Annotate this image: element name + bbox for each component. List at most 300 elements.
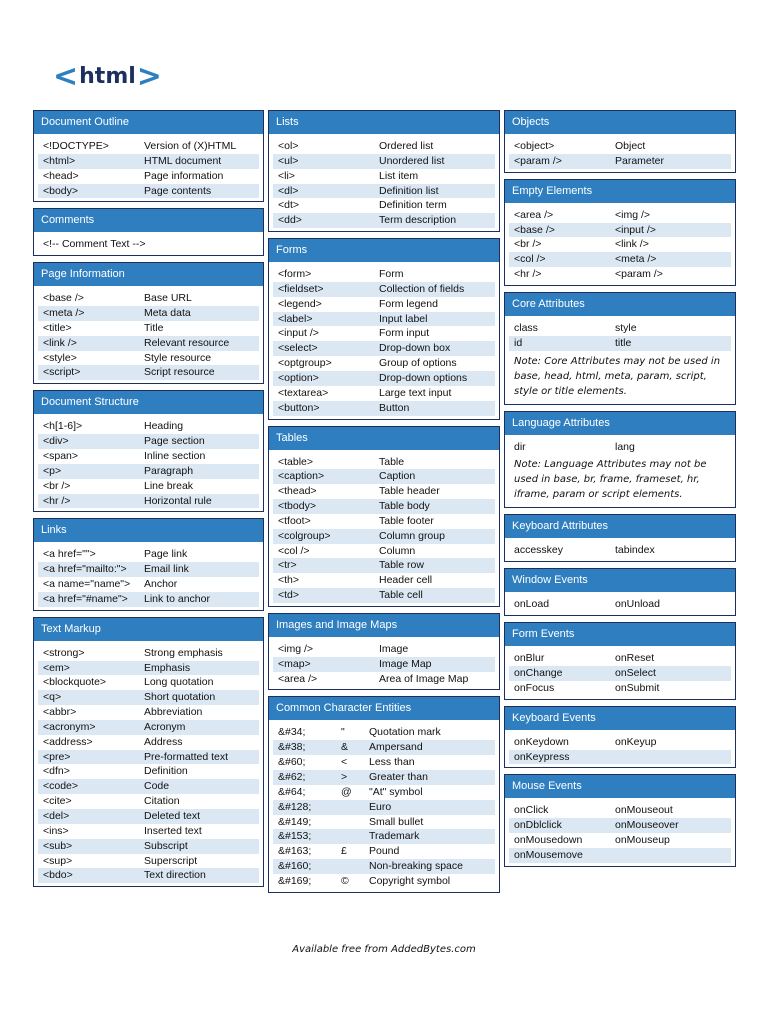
reference-description: Form legend [379,297,438,310]
reference-description: onMouseup [615,834,670,847]
reference-row [38,675,259,690]
reference-row [38,291,259,306]
entity-glyph: © [341,874,349,887]
reference-row [38,434,259,449]
column-1 [33,110,264,893]
reference-term: <cite> [43,795,72,808]
entity-code: &#128; [278,800,312,813]
reference-row [509,321,731,336]
reference-term: <br /> [514,238,542,251]
reference-description: Input label [379,312,428,325]
reference-row [273,267,495,282]
reference-term: <hr /> [43,494,71,507]
reference-row [273,198,495,213]
reference-term: <address> [43,735,93,748]
reference-description: Meta data [144,307,191,320]
reference-term: <h[1-6]> [43,420,83,433]
entity-description: Trademark [369,830,420,843]
reference-description: style [615,321,637,334]
reference-row [509,543,731,558]
reference-row [509,848,731,863]
section-title: Links [34,519,263,542]
reference-row [273,529,495,544]
entity-glyph: £ [341,845,347,858]
section-body [269,720,499,891]
entity-row [273,874,495,889]
reference-description: Strong emphasis [144,646,223,659]
reference-term: onMousedown [514,834,583,847]
reference-term: <area /> [514,208,554,221]
reference-row [38,705,259,720]
reference-description: Form input [379,327,430,340]
entity-description: Non-breaking space [369,860,463,873]
reference-description: Anchor [144,578,178,591]
section-empty-elements [504,179,736,286]
section-document-outline [33,110,264,202]
reference-row [38,139,259,154]
reference-description: title [615,336,632,349]
section-note: Note: Core Attributes may not be used in base, head, html, meta, param, script, style or title elements. [514,355,721,397]
logo-open-bracket: < [53,59,79,94]
reference-row [509,267,731,282]
section-core-attributes [504,292,736,405]
section-common-character-entities [268,696,500,892]
reference-row [509,139,731,154]
reference-row [273,558,495,573]
entity-glyph [341,829,369,844]
reference-term: onFocus [514,681,555,694]
reference-row [273,469,495,484]
reference-description: Term description [379,214,457,227]
reference-term: <colgroup> [278,529,331,542]
section-body [34,414,263,511]
reference-term: <link /> [43,336,77,349]
reference-term: <img /> [278,642,314,655]
reference-description: lang [615,440,635,453]
reference-description: Large text input [379,386,452,399]
entity-description: Greater than [369,771,428,783]
section-mouse-events [504,774,736,866]
reference-term: onLoad [514,598,550,611]
reference-term: <tbody> [278,500,316,513]
reference-term: <div> [43,435,69,448]
reference-description: Short quotation [144,691,216,704]
reference-row [38,306,259,321]
entity-row [273,755,495,770]
reference-description: <meta /> [615,253,657,266]
section-title: Images and Image Maps [269,614,499,637]
reference-description: Inline section [144,449,206,462]
reference-description: Caption [379,470,416,483]
reference-description: Column [379,544,416,557]
entity-row [273,770,495,785]
reference-row [509,237,731,252]
reference-row [38,646,259,661]
entity-description: Quotation mark [369,726,441,739]
section-body [34,134,263,201]
reference-description: Subscript [144,839,188,852]
entity-code: &#160; [278,860,312,873]
entity-row [273,785,495,800]
reference-term: <body> [43,184,79,197]
reference-term: <ul> [278,154,299,167]
reference-description: Emphasis [144,661,191,674]
reference-term: <hr /> [514,268,542,281]
reference-row [38,351,259,366]
reference-description: onReset [615,652,655,665]
reference-row [38,750,259,765]
reference-row [273,386,495,401]
entity-description: Copyright symbol [369,874,451,887]
reference-row [38,365,259,380]
reference-description: Script resource [144,366,215,379]
section-title: Document Structure [34,391,263,414]
entity-code: &#38; [278,741,306,754]
reference-description: Title [144,321,164,334]
reference-term: <td> [278,589,300,602]
entity-code: &#153; [278,830,312,843]
reference-term: <tr> [278,559,297,572]
reference-term: <em> [43,661,70,674]
reference-row [273,341,495,356]
reference-description: Table [379,455,405,468]
reference-description: Definition term [379,199,447,212]
reference-row [273,213,495,228]
reference-term: <acronym> [43,720,96,733]
reference-row [509,440,731,455]
reference-term: <select> [278,342,318,355]
reference-row [38,839,259,854]
reference-description: Table cell [379,589,423,602]
entity-description: Pound [369,845,400,858]
reference-description: Page contents [144,184,212,197]
reference-description: Definition list [379,184,439,197]
reference-description: Page section [144,435,205,448]
reference-row [273,169,495,184]
section-body [269,134,499,231]
reference-term: <pre> [43,750,71,763]
section-body [505,316,735,404]
reference-term: <map> [278,657,311,670]
reference-term: <option> [278,371,319,384]
reference-term: <script> [43,366,81,379]
reference-row [273,657,495,672]
section-title: Tables [269,427,499,450]
reference-row [509,803,731,818]
section-body [505,646,735,699]
reference-description: Page link [144,548,188,561]
reference-term: <li> [278,169,295,182]
reference-description: Column group [379,529,445,542]
section-title: Keyboard Attributes [505,515,735,538]
reference-description: Table header [379,485,440,498]
footer-credit: Available free from AddedBytes.com [292,944,476,955]
entity-glyph: < [341,756,348,769]
reference-description [144,237,259,252]
reference-description: Form [379,268,404,281]
reference-description: Button [379,401,410,414]
reference-description: onSelect [615,666,656,679]
reference-description: Code [144,780,170,793]
section-body [505,134,735,172]
reference-description: Parameter [615,154,665,167]
reference-description: Ordered list [379,140,434,152]
reference-term: <head> [43,169,79,182]
reference-term: <th> [278,574,300,587]
reference-term: <bdo> [43,869,73,882]
section-title: Language Attributes [505,412,735,435]
reference-term: <style> [43,351,77,364]
reference-description: Drop-down options [379,371,468,384]
entity-glyph [341,800,369,815]
reference-term: <sup> [43,854,73,867]
reference-term: <a href="#name"> [43,592,128,605]
section-title: Objects [505,111,735,134]
reference-term: <ol> [278,140,299,152]
reference-row [509,681,731,696]
reference-term: <button> [278,401,320,414]
reference-term: <dl> [278,184,299,197]
reference-description: Text direction [144,869,206,882]
reference-description: Relevant resource [144,336,230,349]
reference-description: <input /> [615,223,656,236]
reference-row [509,735,731,750]
reference-term: <span> [43,449,79,462]
reference-term: <code> [43,780,79,793]
reference-row [38,854,259,869]
reference-description: onKeyup [615,735,657,748]
entity-row [273,815,495,830]
entity-row [273,844,495,859]
section-title: Comments [34,209,263,232]
reference-term: onBlur [514,652,545,665]
reference-description: Group of options [379,357,457,370]
reference-term: <param /> [514,154,562,167]
reference-description: Definition [144,765,188,778]
reference-description: Abbreviation [144,706,203,719]
reference-row [273,371,495,386]
column-3 [504,110,736,873]
reference-row [38,735,259,750]
section-title: Mouse Events [505,775,735,798]
section-objects [504,110,736,173]
reference-term: onKeypress [514,750,570,763]
entity-code: &#163; [278,845,312,858]
reference-description: Inserted text [144,824,202,837]
section-title: Common Character Entities [269,697,499,720]
reference-row [38,661,259,676]
reference-description: Base URL [144,292,192,305]
reference-row [38,794,259,809]
section-title: Lists [269,111,499,134]
reference-description: Unordered list [379,154,445,167]
reference-term: <html> [43,154,76,167]
section-tables [268,426,500,607]
reference-row [38,184,259,199]
reference-row [38,449,259,464]
reference-description [615,750,731,765]
logo-word: html [79,64,136,89]
reference-description: Acronym [144,720,186,733]
section-page-information [33,262,264,384]
section-window-events [504,568,736,616]
reference-term: <del> [43,810,70,822]
reference-description: Drop-down box [379,342,451,355]
reference-row [38,809,259,824]
reference-term: <!-- Comment Text --> [43,238,146,251]
section-body [505,203,735,285]
reference-term: <col /> [278,544,310,557]
reference-row [509,208,731,223]
reference-row [273,573,495,588]
section-body [34,641,263,887]
reference-row [273,672,495,687]
reference-description: List item [379,169,419,182]
reference-term: <base /> [514,223,555,236]
reference-term: accesskey [514,544,564,557]
entity-row [273,725,495,740]
reference-term: <caption> [278,470,325,483]
section-body [269,637,499,690]
reference-term: <form> [278,268,312,281]
entity-row [273,829,495,844]
reference-term: <a href="mailto:"> [43,563,127,576]
reference-row [38,592,259,607]
reference-term: <base /> [43,292,84,305]
reference-term: <table> [278,455,314,468]
reference-description: <img /> [615,208,651,221]
reference-row [273,514,495,529]
entity-description: Ampersand [369,741,423,754]
reference-row [273,401,495,416]
reference-row [273,297,495,312]
reference-description: HTML document [144,154,222,167]
reference-row [38,494,259,509]
reference-row [38,321,259,336]
reference-term: <a href=""> [43,548,96,561]
reference-description: Citation [144,795,180,808]
reference-row [509,750,731,765]
section-body [34,232,263,255]
entity-code: &#34; [278,726,306,739]
entity-code: &#62; [278,771,306,783]
section-body [269,450,499,606]
reference-term: <a name="name"> [43,578,131,591]
reference-term: onMousemove [514,848,583,861]
reference-description: Header cell [379,574,433,587]
section-title: Forms [269,239,499,262]
reference-row [38,764,259,779]
reference-row [38,237,259,252]
reference-row [273,544,495,559]
reference-description: Horizontal rule [144,494,212,507]
section-title: Window Events [505,569,735,592]
reference-row [38,336,259,351]
reference-row [38,720,259,735]
entity-glyph: > [341,771,348,783]
reference-term: onDblclick [514,819,562,832]
reference-row [38,824,259,839]
logo-close-bracket: > [136,59,162,94]
reference-term: onClick [514,804,549,817]
reference-term: <sub> [43,839,73,852]
section-title: Empty Elements [505,180,735,203]
reference-description: Line break [144,479,194,492]
reference-description: Heading [144,420,184,433]
reference-term: <dt> [278,199,300,212]
reference-description: onMouseout [615,804,673,817]
reference-description: Deleted text [144,810,201,822]
reference-term: <input /> [278,327,319,340]
reference-description: <param /> [615,268,663,281]
reference-term: <textarea> [278,386,329,399]
entity-description: Small bullet [369,815,424,828]
reference-description [615,848,731,863]
entity-glyph: @ [341,785,352,798]
section-body [505,730,735,768]
reference-row [273,356,495,371]
entity-row [273,859,495,874]
reference-description: Image [379,642,409,655]
reference-row [38,479,259,494]
reference-term: <area /> [278,672,318,685]
reference-row [38,577,259,592]
entity-code: &#60; [278,756,306,769]
section-body [269,262,499,418]
section-links [33,518,264,610]
entity-glyph [341,815,369,830]
reference-description: Area of Image Map [379,672,469,685]
section-title: Text Markup [34,618,263,641]
section-forms [268,238,500,419]
section-keyboard-events [504,706,736,769]
section-body [505,592,735,615]
reference-term: onChange [514,666,563,679]
reference-row [38,562,259,577]
reference-term: <strong> [43,646,85,659]
reference-description: Pre-formatted text [144,750,229,763]
reference-description: Collection of fields [379,282,465,295]
reference-term: <dfn> [43,765,70,778]
reference-description: Page information [144,169,224,182]
reference-term: <tfoot> [278,514,311,527]
reference-term: <q> [43,691,62,704]
reference-description: tabindex [615,544,655,557]
reference-row [509,154,731,169]
reference-row [273,588,495,603]
reference-row [273,139,495,154]
section-note: Note: Language Attributes may not be used in base, br, frame, frameset, hr, iframe, param or script elements. [514,459,707,501]
reference-term: <legend> [278,297,322,310]
reference-row [509,818,731,833]
section-title: Page Information [34,263,263,286]
entity-description: "At" symbol [369,785,423,798]
reference-description: Link to anchor [144,592,210,605]
reference-term: <title> [43,321,72,334]
reference-term: <col /> [514,253,546,266]
section-title: Form Events [505,623,735,646]
section-images-and-image-maps [268,613,500,691]
entity-code: &#169; [278,874,312,887]
section-document-structure [33,390,264,512]
reference-row [38,169,259,184]
reference-term: <p> [43,464,62,477]
reference-term: <optgroup> [278,357,332,370]
entity-row [273,740,495,755]
reference-description: Style resource [144,351,212,364]
reference-description: Object [615,140,646,152]
reference-description: Address [144,735,183,748]
